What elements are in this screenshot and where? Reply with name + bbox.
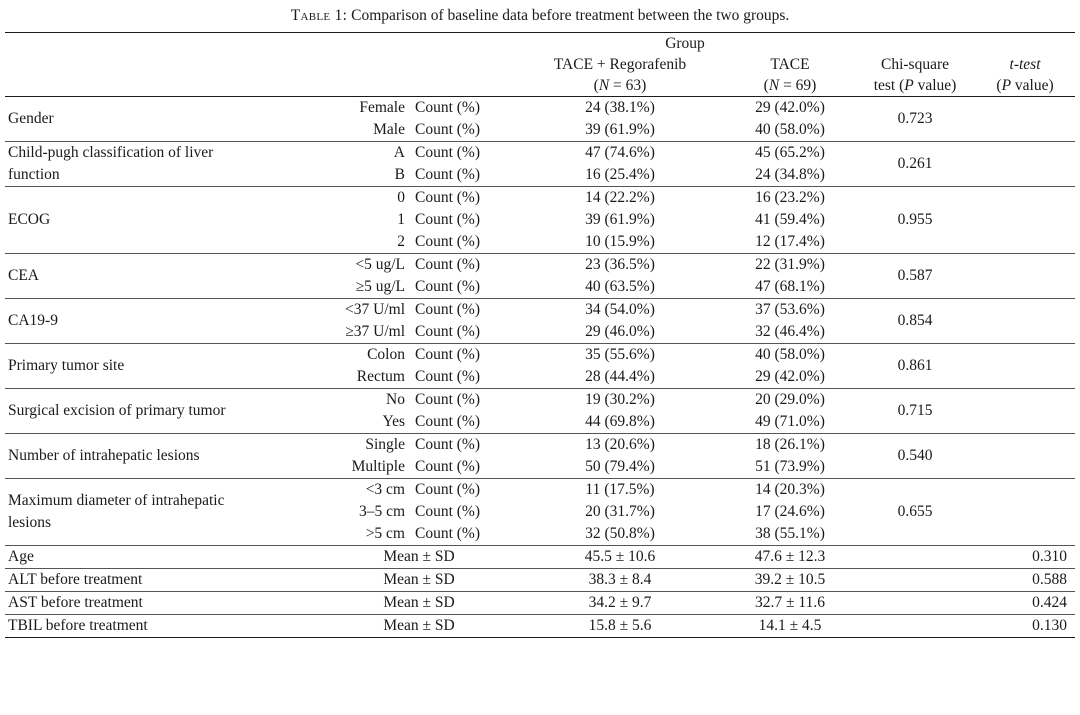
value-tace: 32 (46.4%) <box>755 323 825 340</box>
chi-square-pvalue: 0.715 <box>855 389 975 434</box>
variable-name <box>5 299 323 344</box>
category-label: ≥37 U/ml <box>345 323 405 340</box>
statistic-label: Count (%) <box>415 211 481 228</box>
value-tace: 32.7 ± 11.6 <box>725 592 855 615</box>
category-label: Male <box>373 121 405 138</box>
header-row-group <box>5 33 1075 55</box>
category-label: <5 ug/L <box>323 254 415 277</box>
header-row-1 <box>5 54 1075 75</box>
t-test-pvalue-empty <box>975 344 1075 389</box>
baseline-table <box>5 32 1075 638</box>
value-tace-regorafenib: 50 (79.4%) <box>585 458 655 475</box>
chi-square-pvalue-empty <box>855 615 975 638</box>
value-tace-regorafenib: 35 (55.6%) <box>515 344 725 367</box>
value-tace-regorafenib: 20 (31.7%) <box>585 503 655 520</box>
header-chi-pvalue: test (P value) <box>855 75 975 97</box>
variable-name-line: CA19-9 <box>8 312 58 329</box>
value-tace-regorafenib: 40 (63.5%) <box>585 278 655 295</box>
value-tace-regorafenib: 39 (61.9%) <box>585 211 655 228</box>
value-tace: 47 (68.1%) <box>755 278 825 295</box>
chi-square-pvalue: 0.723 <box>897 110 933 127</box>
value-tace: 12 (17.4%) <box>755 233 825 250</box>
table-row <box>5 187 1075 210</box>
table-row <box>5 592 1075 615</box>
statistic-label: Count (%) <box>415 503 481 520</box>
t-test-pvalue: 0.424 <box>975 592 1075 615</box>
value-tace: 17 (24.6%) <box>755 503 825 520</box>
variable-name-line: CEA <box>8 267 39 284</box>
variable-name <box>5 434 323 479</box>
value-tace-regorafenib: 15.8 ± 5.6 <box>515 615 725 638</box>
variable-name: TBIL before treatment <box>5 615 323 638</box>
variable-name <box>5 254 323 299</box>
statistic-label: Count (%) <box>415 479 515 502</box>
category-label: 1 <box>397 211 405 228</box>
category-label: <3 cm <box>323 479 415 502</box>
category-label: 2 <box>397 233 405 250</box>
value-tace: 16 (23.2%) <box>725 187 855 210</box>
value-tace-regorafenib: 47 (74.6%) <box>515 142 725 165</box>
value-tace: 45 (65.2%) <box>725 142 855 165</box>
category-label: Rectum <box>356 368 405 385</box>
table-row <box>5 389 1075 412</box>
value-tace-regorafenib: 44 (69.8%) <box>585 413 655 430</box>
statistic-label: Count (%) <box>415 299 515 322</box>
variable-name-line: function <box>8 166 60 183</box>
chi-square-pvalue: 0.955 <box>855 187 975 254</box>
value-tace: 39.2 ± 10.5 <box>725 569 855 592</box>
table-caption-text: Comparison of baseline data before treatment between the two groups. <box>351 7 790 24</box>
category-label: No <box>323 389 415 412</box>
t-test-pvalue-empty <box>975 142 1075 187</box>
value-tace: 29 (42.0%) <box>755 368 825 385</box>
header-row-2 <box>5 75 1075 97</box>
table-row <box>5 569 1075 592</box>
value-tace: 29 (42.0%) <box>755 99 825 116</box>
table-row <box>5 299 1075 322</box>
header-group: Group <box>515 33 855 55</box>
category-label: 3–5 cm <box>358 503 405 520</box>
statistic-label: Count (%) <box>415 142 515 165</box>
statistic-label: Count (%) <box>415 233 481 250</box>
table-row <box>5 97 1075 120</box>
statistic-label: Count (%) <box>415 389 515 412</box>
value-tace: 41 (59.4%) <box>755 211 825 228</box>
statistic-label: Count (%) <box>415 323 481 340</box>
value-tace-regorafenib: 34 (54.0%) <box>515 299 725 322</box>
value-tace-regorafenib: 10 (15.9%) <box>585 233 655 250</box>
value-tace-regorafenib: 34.2 ± 9.7 <box>515 592 725 615</box>
category-label: Multiple <box>351 458 405 475</box>
statistic-label: Count (%) <box>415 525 481 542</box>
value-tace: 38 (55.1%) <box>755 525 825 542</box>
value-tace-regorafenib: 38.3 ± 8.4 <box>515 569 725 592</box>
variable-name-line: ECOG <box>8 211 51 228</box>
chi-square-pvalue: 0.261 <box>855 142 975 187</box>
value-tace-regorafenib: 13 (20.6%) <box>515 434 725 457</box>
header-tace-regorafenib: TACE + Regorafenib <box>553 56 687 73</box>
category-label: Colon <box>323 344 415 367</box>
category-label: <37 U/ml <box>323 299 415 322</box>
statistic-label: Count (%) <box>415 254 515 277</box>
header-n-tace: (N = 69) <box>725 75 855 97</box>
statistic-label: Count (%) <box>415 458 481 475</box>
statistic-label: Mean ± SD <box>323 592 515 615</box>
value-tace-regorafenib: 14 (22.2%) <box>515 187 725 210</box>
variable-name: Age <box>5 546 323 569</box>
chi-square-pvalue: 0.861 <box>855 344 975 389</box>
value-tace: 40 (58.0%) <box>755 121 825 138</box>
chi-square-pvalue: 0.540 <box>855 434 975 479</box>
variable-name <box>5 344 323 389</box>
statistic-label: Mean ± SD <box>323 546 515 569</box>
statistic-label: Mean ± SD <box>323 569 515 592</box>
category-label: 0 <box>323 187 415 210</box>
header-tace: TACE <box>770 56 810 73</box>
header-chi-square: Chi-square <box>881 56 950 73</box>
value-tace-regorafenib: 11 (17.5%) <box>515 479 725 502</box>
statistic-label: Count (%) <box>415 166 481 183</box>
category-label: Yes <box>382 413 405 430</box>
t-test-pvalue-empty <box>975 254 1075 299</box>
table-row <box>5 434 1075 457</box>
value-tace: 37 (53.6%) <box>725 299 855 322</box>
value-tace: 20 (29.0%) <box>725 389 855 412</box>
header-t-test: t-test <box>1009 56 1041 73</box>
t-test-pvalue: 0.310 <box>975 546 1075 569</box>
statistic-label: Count (%) <box>415 278 481 295</box>
table-row <box>5 615 1075 638</box>
value-tace: 14.1 ± 4.5 <box>725 615 855 638</box>
value-tace: 24 (34.8%) <box>755 166 825 183</box>
t-test-pvalue-empty <box>975 479 1075 546</box>
variable-name <box>5 389 323 434</box>
variable-name-line: lesions <box>8 514 52 531</box>
statistic-label: Count (%) <box>415 344 515 367</box>
value-tace-regorafenib: 28 (44.4%) <box>585 368 655 385</box>
category-label: Female <box>359 99 405 116</box>
value-tace-regorafenib: 29 (46.0%) <box>585 323 655 340</box>
variable-name <box>5 97 323 142</box>
value-tace-regorafenib: 39 (61.9%) <box>585 121 655 138</box>
category-label: B <box>394 166 405 183</box>
category-label: Single <box>323 434 415 457</box>
value-tace-regorafenib: 19 (30.2%) <box>515 389 725 412</box>
value-tace-regorafenib: 24 (38.1%) <box>585 99 655 116</box>
value-tace-regorafenib: 16 (25.4%) <box>585 166 655 183</box>
t-test-pvalue: 0.130 <box>975 615 1075 638</box>
chi-square-pvalue: 0.854 <box>855 299 975 344</box>
variable-name-line: Primary tumor site <box>8 357 125 374</box>
table-row <box>5 142 1075 165</box>
statistic-label: Count (%) <box>415 99 481 116</box>
statistic-label: Mean ± SD <box>323 615 515 638</box>
value-tace: 51 (73.9%) <box>755 458 825 475</box>
t-test-pvalue-empty <box>975 187 1075 254</box>
statistic-label: Count (%) <box>415 413 481 430</box>
value-tace-regorafenib: 45.5 ± 10.6 <box>515 546 725 569</box>
variable-name <box>5 479 323 546</box>
table-row <box>5 344 1075 367</box>
value-tace-regorafenib: 23 (36.5%) <box>515 254 725 277</box>
value-tace: 22 (31.9%) <box>725 254 855 277</box>
value-tace: 47.6 ± 12.3 <box>725 546 855 569</box>
value-tace: 49 (71.0%) <box>755 413 825 430</box>
chi-square-pvalue-empty <box>855 569 975 592</box>
t-test-pvalue-empty <box>975 434 1075 479</box>
value-tace: 18 (26.1%) <box>725 434 855 457</box>
t-test-pvalue-empty <box>975 389 1075 434</box>
chi-square-pvalue: 0.587 <box>855 254 975 299</box>
variable-name <box>5 187 323 254</box>
variable-name: ALT before treatment <box>5 569 323 592</box>
chi-square-pvalue: 0.655 <box>855 479 975 546</box>
category-label: A <box>323 142 415 165</box>
statistic-label: Count (%) <box>415 434 515 457</box>
variable-name-line: Maximum diameter of intrahepatic <box>8 492 225 509</box>
value-tace: 40 (58.0%) <box>725 344 855 367</box>
statistic-label: Count (%) <box>415 187 515 210</box>
category-label: >5 cm <box>365 525 405 542</box>
statistic-label: Count (%) <box>415 368 481 385</box>
variable-name-line: Child-pugh classification of liver <box>8 144 214 161</box>
value-tace-regorafenib: 32 (50.8%) <box>585 525 655 542</box>
variable-name-line: Surgical excision of primary tumor <box>8 402 226 419</box>
t-test-pvalue: 0.588 <box>975 569 1075 592</box>
variable-name <box>5 142 323 187</box>
chi-square-pvalue-empty <box>855 546 975 569</box>
t-test-pvalue-empty <box>975 299 1075 344</box>
category-label: ≥5 ug/L <box>355 278 405 295</box>
table-label: Table 1: <box>290 7 348 24</box>
variable-name-line: Number of intrahepatic lesions <box>8 447 200 464</box>
header-n-regorafenib: (N = 63) <box>515 75 725 97</box>
table-row <box>5 254 1075 277</box>
statistic-label: Count (%) <box>415 121 481 138</box>
variable-name: AST before treatment <box>5 592 323 615</box>
t-test-pvalue-empty <box>975 97 1075 142</box>
table-caption <box>0 5 1080 27</box>
chi-square-pvalue-empty <box>855 592 975 615</box>
value-tace: 14 (20.3%) <box>725 479 855 502</box>
table-row <box>5 479 1075 502</box>
header-t-pvalue: (P value) <box>975 75 1075 97</box>
table-row <box>5 546 1075 569</box>
variable-name-line: Gender <box>8 110 54 127</box>
